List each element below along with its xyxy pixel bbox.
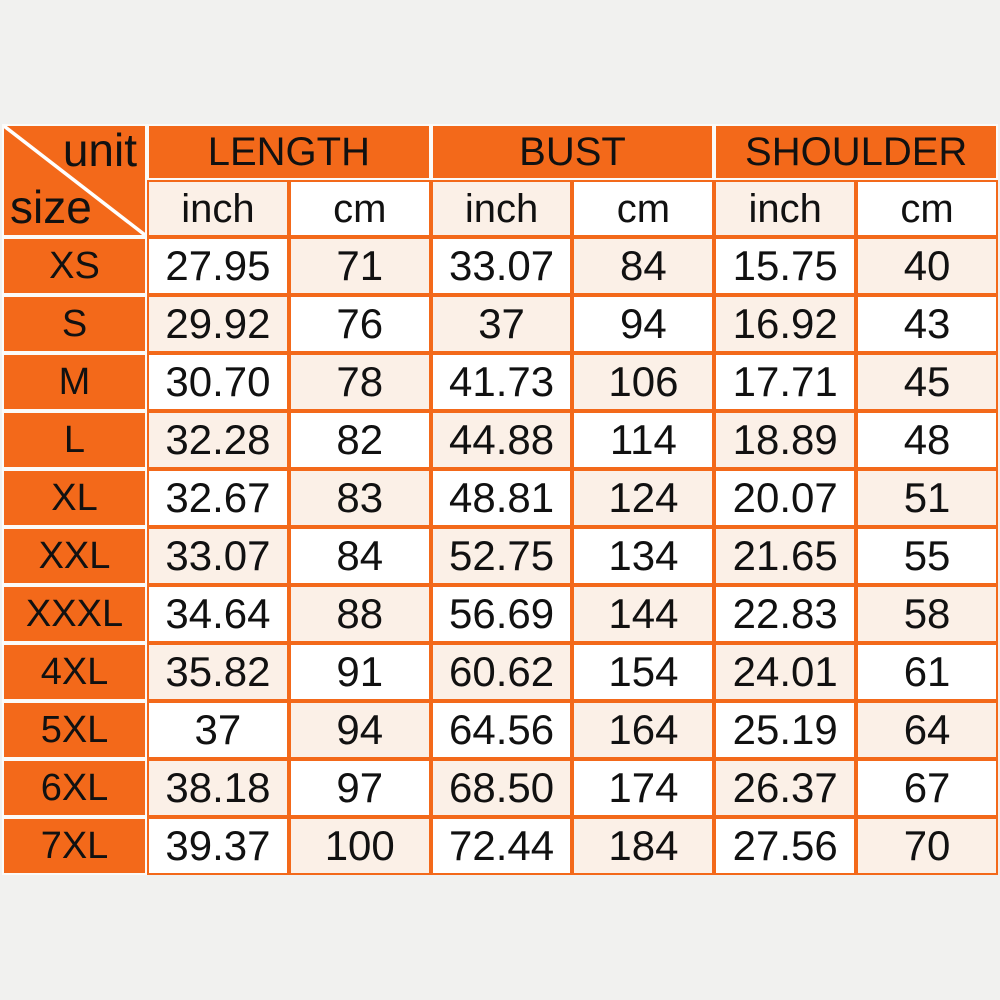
group-header-length: LENGTH [147,124,431,180]
size-row-xs [2,237,998,295]
size-cell: 6XL [2,759,147,817]
value-cell: 61 [856,643,998,701]
value-cell: 71 [289,237,431,295]
value-cell: 27.95 [147,237,289,295]
value-cell: 174 [572,759,714,817]
value-cell: 88 [289,585,431,643]
size-row-m [2,353,998,411]
value-cell: 91 [289,643,431,701]
value-cell: 114 [572,411,714,469]
value-cell: 51 [856,469,998,527]
size-cell: M [2,353,147,411]
value-cell: 44.88 [431,411,573,469]
size-cell: XL [2,469,147,527]
size-cell: S [2,295,147,353]
unit-header-cell: cm [289,180,431,237]
value-cell: 45 [856,353,998,411]
value-cell: 55 [856,527,998,585]
size-row-5xl [2,701,998,759]
size-row-4xl [2,643,998,701]
value-cell: 154 [572,643,714,701]
value-cell: 22.83 [714,585,856,643]
size-cell: XXXL [2,585,147,643]
value-cell: 60.62 [431,643,573,701]
value-cell: 72.44 [431,817,573,875]
size-row-xxxl [2,585,998,643]
value-cell: 20.07 [714,469,856,527]
value-cell: 64 [856,701,998,759]
value-cell: 70 [856,817,998,875]
size-row-xxl [2,527,998,585]
value-cell: 84 [572,237,714,295]
unit-header-cell: inch [431,180,573,237]
value-cell: 17.71 [714,353,856,411]
size-chart-table [2,124,998,875]
value-cell: 40 [856,237,998,295]
value-cell: 78 [289,353,431,411]
size-row-s [2,295,998,353]
value-cell: 76 [289,295,431,353]
value-cell: 38.18 [147,759,289,817]
value-cell: 32.28 [147,411,289,469]
value-cell: 24.01 [714,643,856,701]
size-row-l [2,411,998,469]
value-cell: 21.65 [714,527,856,585]
value-cell: 56.69 [431,585,573,643]
size-cell: 7XL [2,817,147,875]
value-cell: 26.37 [714,759,856,817]
value-cell: 106 [572,353,714,411]
value-cell: 29.92 [147,295,289,353]
corner-size-label: size [10,180,92,233]
value-cell: 30.70 [147,353,289,411]
value-cell: 37 [147,701,289,759]
corner-cell [2,124,147,237]
value-cell: 52.75 [431,527,573,585]
value-cell: 83 [289,469,431,527]
value-cell: 25.19 [714,701,856,759]
value-cell: 82 [289,411,431,469]
value-cell: 27.56 [714,817,856,875]
group-header-bust: BUST [431,124,715,180]
unit-header-cell: inch [714,180,856,237]
unit-header-cell: cm [856,180,998,237]
value-cell: 35.82 [147,643,289,701]
value-cell: 48.81 [431,469,573,527]
size-row-7xl [2,817,998,875]
value-cell: 33.07 [431,237,573,295]
unit-header-cell: cm [572,180,714,237]
size-cell: XS [2,237,147,295]
value-cell: 144 [572,585,714,643]
size-cell: L [2,411,147,469]
value-cell: 100 [289,817,431,875]
value-cell: 34.64 [147,585,289,643]
value-cell: 33.07 [147,527,289,585]
unit-header-row [2,180,998,237]
size-chart-body [2,124,998,875]
value-cell: 37 [431,295,573,353]
value-cell: 48 [856,411,998,469]
value-cell: 94 [572,295,714,353]
value-cell: 94 [289,701,431,759]
value-cell: 43 [856,295,998,353]
value-cell: 58 [856,585,998,643]
group-header-row [2,124,998,180]
value-cell: 64.56 [431,701,573,759]
value-cell: 184 [572,817,714,875]
value-cell: 15.75 [714,237,856,295]
value-cell: 67 [856,759,998,817]
value-cell: 68.50 [431,759,573,817]
value-cell: 124 [572,469,714,527]
value-cell: 134 [572,527,714,585]
group-header-shoulder: SHOULDER [714,124,998,180]
value-cell: 32.67 [147,469,289,527]
value-cell: 16.92 [714,295,856,353]
unit-header-cell: inch [147,180,289,237]
value-cell: 39.37 [147,817,289,875]
corner-unit-label: unit [62,124,137,176]
size-cell: XXL [2,527,147,585]
value-cell: 97 [289,759,431,817]
value-cell: 164 [572,701,714,759]
value-cell: 18.89 [714,411,856,469]
value-cell: 41.73 [431,353,573,411]
size-cell: 5XL [2,701,147,759]
size-row-6xl [2,759,998,817]
size-cell: 4XL [2,643,147,701]
value-cell: 84 [289,527,431,585]
size-row-xl [2,469,998,527]
